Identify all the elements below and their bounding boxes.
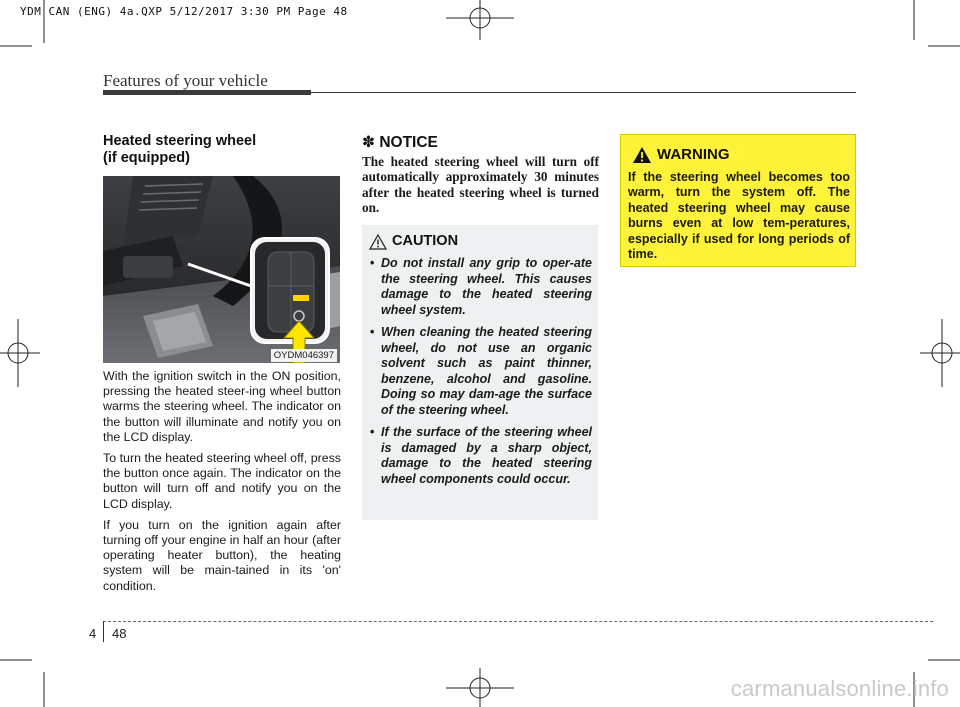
steering-wheel-photo bbox=[103, 176, 340, 363]
notice-symbol: ✽ bbox=[362, 134, 375, 151]
paragraph: If you turn on the ignition again after turning off your engine in half an hour (after operating heater button), the heating system will be main-tained in its 'on' condition. bbox=[103, 517, 341, 593]
heading-line-2: (if equipped) bbox=[103, 150, 190, 166]
footer-dashed-line bbox=[103, 621, 933, 622]
section-title: Features of your vehicle bbox=[103, 71, 268, 90]
notice-text: The heated steering wheel will turn off automatically approximately 30 minutes after the heated steering wheel is turned on. bbox=[362, 154, 599, 216]
registration-mark-right bbox=[920, 319, 960, 387]
caution-box bbox=[362, 225, 598, 520]
paragraph: To turn the heated steering wheel off, press the button once again. The indicator on the button will turn off and notify you on the LCD display. bbox=[103, 451, 341, 511]
chapter-number: 4 bbox=[89, 626, 97, 641]
caution-title: CAUTION bbox=[392, 233, 459, 249]
registration-mark-top bbox=[446, 0, 514, 40]
paragraph: With the ignition switch in the ON position, pressing the heated steer-ing wheel button warms the steering wheel. The indicator on the button will illuminate and notify you on the LCD display. bbox=[103, 369, 341, 444]
warning-triangle-icon bbox=[632, 146, 652, 164]
caution-list bbox=[370, 256, 592, 494]
notice-label: NOTICE bbox=[379, 134, 438, 151]
heated-wheel-body bbox=[103, 369, 341, 600]
header-rule bbox=[311, 92, 856, 93]
print-header: YDM CAN (ENG) 4a.QXP 5/12/2017 3:30 PM Page 48 bbox=[20, 5, 348, 18]
warning-title: WARNING bbox=[657, 146, 730, 163]
warning-box bbox=[620, 134, 856, 267]
page-number: 48 bbox=[112, 626, 127, 641]
registration-mark-left bbox=[0, 319, 40, 387]
caution-item: • Do not install any grip to oper-ate the steering wheel. This causes damage to the heated steering wheel system. bbox=[370, 256, 592, 317]
warning-text: If the steering wheel becomes too warm, turn the system off. The heated steering wheel may cause burns even at low tem-peratures, especially if used for long periods of time. bbox=[628, 170, 850, 262]
steering-wheel-illustration bbox=[103, 176, 340, 363]
caution-item: • When cleaning the heated steering wheel, do not use an organic solvent such as paint thinner, benzene, alcohol and gasoline. Doing so may dam-age the surface of the steering wheel. bbox=[370, 325, 592, 417]
heated-wheel-heading bbox=[103, 133, 343, 167]
footer-divider bbox=[103, 621, 104, 642]
registration-mark-bottom bbox=[446, 668, 514, 707]
notice-title bbox=[362, 133, 438, 152]
watermark: carmanualsonline.info bbox=[730, 676, 949, 701]
image-code: OYDM046397 bbox=[271, 349, 337, 362]
caution-item: • If the surface of the steering wheel is damaged by a sharp object, damage to the heated steering wheel components could occur. bbox=[370, 425, 592, 486]
heading-line-1: Heated steering wheel bbox=[103, 133, 257, 149]
caution-triangle-icon bbox=[369, 234, 387, 250]
header-bar bbox=[103, 90, 311, 95]
